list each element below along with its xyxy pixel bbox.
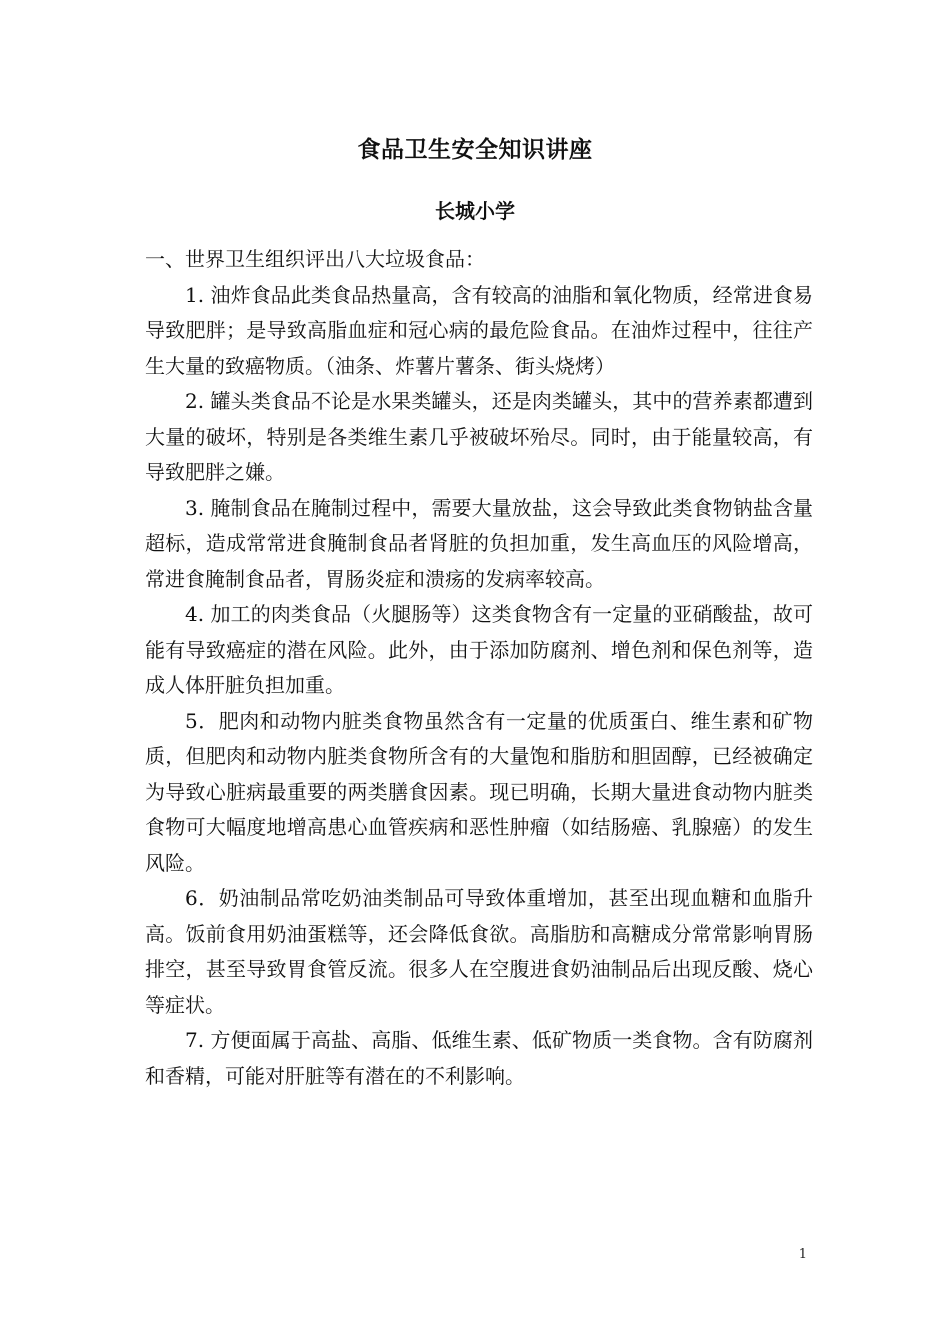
paragraph-processed-meat: 4. 加工的肉类食品（火腿肠等）这类食物含有一定量的亚硝酸盐，故可能有导致癌症的潜在风险。此外，由于添加防腐剂、增色剂和保色剂等，造成人体肝脏负担加重。: [145, 602, 813, 697]
paragraph-fried-food: 1. 油炸食品此类食品热量高，含有较高的油脂和氧化物质，经常进食易导致肥胖；是导致高脂血症和冠心病的最危险食品。在油炸过程中，往往产生大量的致癌物质。（油条、炸薯片薯条、街头烧烤）: [145, 282, 813, 378]
document-subtitle: 长城小学: [435, 199, 515, 223]
paragraph-fat-meat-offal: 5．肥肉和动物内脏类食物虽然含有一定量的优质蛋白、维生素和矿物质，但肥肉和动物内脏类食物所含有的大量饱和脂肪和胆固醇，已经被确定为导致心脏病最重要的两类膳食因素。现已明确，长期大量进食动物内脏类食物可大幅度地增高患心血管疾病和恶性肿瘤（如结肠癌、乳腺癌）的发生风险。: [145, 708, 813, 875]
paragraph-pickled-food: 3. 腌制食品在腌制过程中，需要大量放盐，这会导致此类食物钠盐含量超标，造成常常进食腌制食品者肾脏的负担加重，发生高血压的风险增高，常进食腌制食品者，胃肠炎症和溃疡的发病率较高。: [145, 495, 813, 591]
document-title: 食品卫生安全知识讲座: [357, 137, 593, 163]
section-heading: 一、世界卫生组织评出八大垃圾食品：: [145, 247, 485, 271]
page-number: 1: [798, 1247, 807, 1262]
paragraph-canned-food: 2. 罐头类食品不论是水果类罐头，还是肉类罐头，其中的营养素都遭到大量的破坏，特别是各类维生素几乎被破坏殆尽。同时，由于能量较高，有导致肥胖之嫌。: [145, 389, 813, 484]
document-body: [145, 242, 813, 1094]
paragraph-cream-products: 6．奶油制品常吃奶油类制品可导致体重增加，甚至出现血糖和血脂升高。饭前食用奶油蛋糕等，还会降低食欲。高脂肪和高糖成分常常影响胃肠排空，甚至导致胃食管反流。很多人在空腹进食奶油制品后出现反酸、烧心等症状。: [145, 886, 813, 1017]
paragraph-instant-noodles: 7. 方便面属于高盐、高脂、低维生素、低矿物质一类食物。含有防腐剂和香精，可能对肝脏等有潜在的不利影响。: [145, 1028, 813, 1088]
